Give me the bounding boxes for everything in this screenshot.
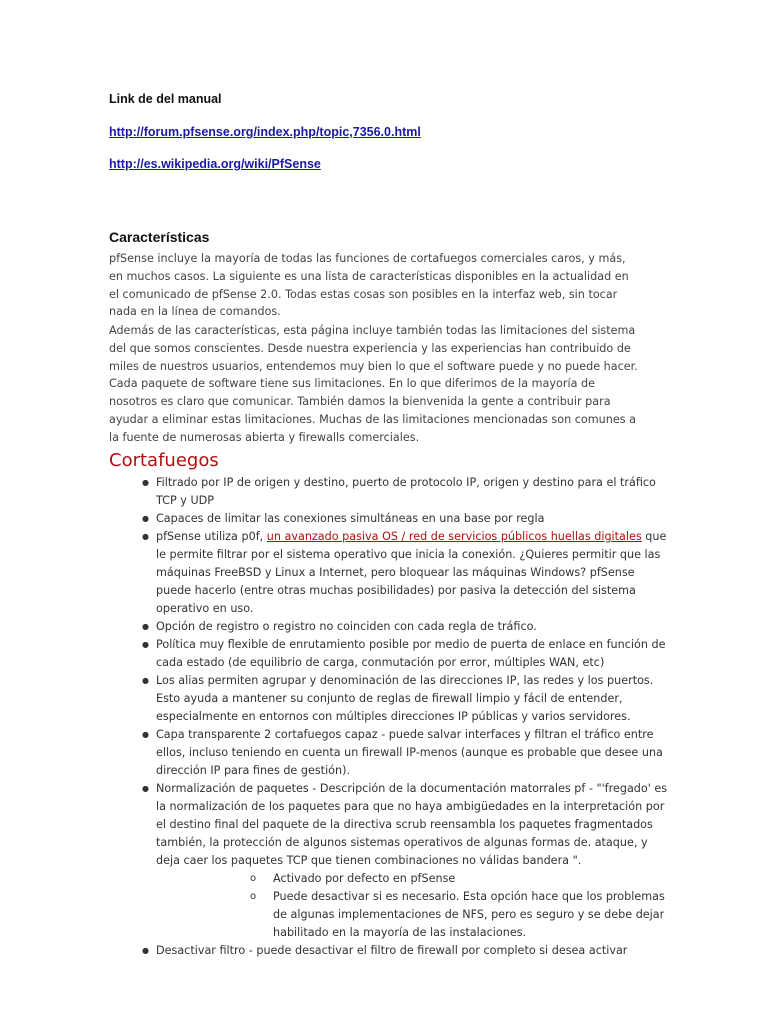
list-item-text: Desactivar filtro - puede desactivar el filtro de firewall por completo si desea activar (156, 944, 628, 957)
sub-list-item (156, 888, 669, 942)
sub-list-item (156, 870, 669, 888)
list-item-text: pfSense utiliza p0f, (156, 530, 267, 543)
forum-link[interactable]: http://forum.pfsense.org/index.php/topic,7356.0.html (109, 125, 421, 139)
features-paragraph-1: pfSense incluye la mayoría de todas las funciones de cortafuegos comerciales caros, y más, en muchos casos. La siguiente es una lista de características disponibles en la actualidad en el comunicado de pfSense 2.0. Todas estas cosas son posibles en la interfaz web, sin tocar nada en la línea de comandos. (109, 252, 629, 319)
fingerprinting-link[interactable]: un avanzado pasiva OS / red de servicios públicos huellas digitales (266, 530, 642, 543)
sub-bullet-icon: o (250, 873, 257, 884)
list-item (109, 780, 669, 942)
list-item-text: Los alias permiten agrupar y denominación de las direcciones IP, las redes y los puertos. Esto ayuda a mantener su conjunto de reglas de firewall limpio y fácil de entender, especialmente en entornos con múltiples direcciones IP públicas y varios servidores. (156, 674, 654, 723)
list-item-text: que le permite filtrar por el sistema operativo que inicia la conexión. ¿Quieres permitir que las máquinas FreeBSD y Linux a Internet, pero bloquear las máquinas Windows? pfSense puede hacerlo (entre otras muchas posibilidades) por pasiva la detección del sistema operativo en uso. (156, 530, 667, 615)
list-item (109, 510, 669, 528)
list-item-text: Normalización de paquetes - Descripción de la documentación matorrales pf - "'fregado' es la normalización de los paquetes para que no haya ambigüedades en la interpretación por el destino final del paquete de la directiva scrub reensambla los paquetes fragmentados también, la protección de algunos sistemas operativos de algunas formas de. ataque, y deja caer los paquetes TCP que tienen combinaciones no válidas bandera ". (156, 782, 668, 867)
firewall-heading: Cortafuegos (109, 450, 219, 471)
list-item (109, 474, 669, 510)
manual-link-label: Link de del manual (109, 92, 222, 106)
wikipedia-link[interactable]: http://es.wikipedia.org/wiki/PfSense (109, 157, 321, 171)
sub-bullet-icon: o (250, 891, 257, 902)
features-heading: Características (109, 229, 210, 245)
list-item (109, 618, 669, 636)
list-item-text: Filtrado por IP de origen y destino, puerto de protocolo IP, origen y destino para el tráfico TCP y UDP (156, 476, 656, 507)
list-item-text: Capaces de limitar las conexiones simultáneas en una base por regla (156, 512, 545, 525)
list-item (109, 726, 669, 780)
firewall-feature-list (109, 474, 669, 960)
list-item-text: Opción de registro o registro no coinciden con cada regla de tráfico. (156, 620, 537, 633)
sub-list-item-text: Activado por defecto en pfSense (273, 872, 456, 885)
list-item (109, 636, 669, 672)
sub-list (156, 870, 669, 942)
list-item-text: Capa transparente 2 cortafuegos capaz - puede salvar interfaces y filtran el tráfico entre ellos, incluso teniendo en cuenta un firewall IP-menos (aunque es probable que desee una dirección IP para fines de gestión). (156, 728, 663, 777)
list-item (109, 942, 669, 960)
list-item (109, 528, 669, 618)
list-item (109, 672, 669, 726)
features-paragraph-2: Además de las características, esta página incluye también todas las limitaciones del sistema del que somos conscientes. Desde nuestra experiencia y las experiencias han contribuido de miles de nuestros usuarios, entendemos muy bien lo que el software puede y no puede hacer. Cada paquete de software tiene sus limitaciones. En lo que diferimos de la mayoría de nosotros es claro que comunicar. También damos la bienvenida la gente a contribuir para ayudar a eliminar estas limitaciones. Muchas de las limitaciones mencionadas son comunes a la fuente de numerosas abierta y firewalls comerciales. (109, 324, 638, 444)
sub-list-item-text: Puede desactivar si es necesario. Esta opción hace que los problemas de algunas implementaciones de NFS, pero es seguro y se debe dejar habilitado en la mayoría de las instalaciones. (273, 890, 665, 939)
list-item-text: Política muy flexible de enrutamiento posible por medio de puerta de enlace en función de cada estado (de equilibrio de carga, conmutación por error, múltiples WAN, etc) (156, 638, 666, 669)
